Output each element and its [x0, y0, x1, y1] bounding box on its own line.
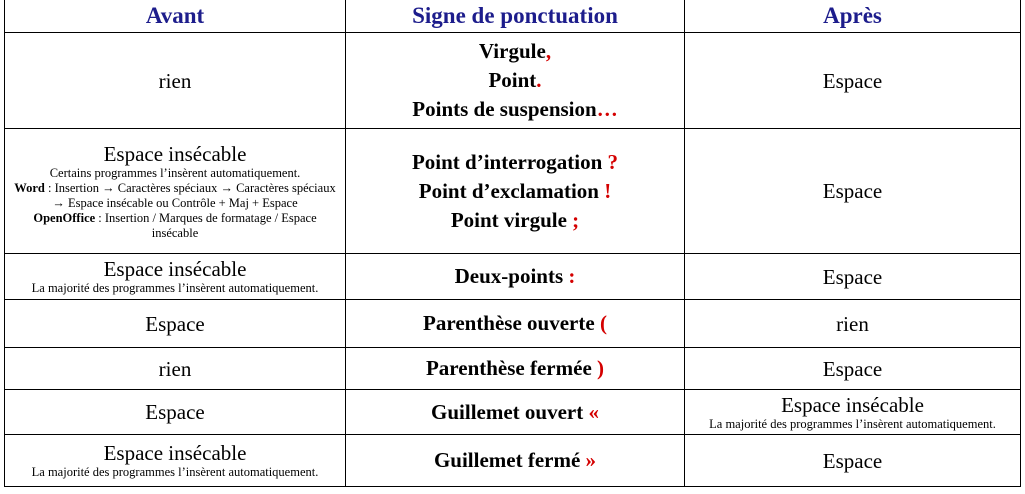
note-word-text: : Insertion → Caractères spéciaux → Caractères spéciaux → Espace insécable ou Contrôle + Maj + Espace — [44, 180, 336, 210]
cell-apres — [685, 390, 1021, 435]
apres-text: Espace insécable — [781, 392, 924, 417]
table-row — [5, 129, 1021, 254]
sign-mark: ( — [599, 311, 607, 335]
sign-line — [350, 398, 680, 427]
sign-line — [350, 66, 680, 95]
sign-label: Points de suspension — [412, 97, 597, 121]
apres-text: Espace — [822, 356, 883, 381]
sign-label: Parenthèse fermée — [425, 356, 598, 380]
sign-line — [350, 148, 680, 177]
cell-apres — [685, 435, 1021, 487]
header-signe: Signe de ponctuation — [346, 0, 685, 33]
sign-mark: » — [585, 448, 597, 472]
cell-signe — [346, 300, 685, 348]
sign-mark: : — [568, 264, 576, 288]
cell-avant — [5, 390, 346, 435]
note-text: Certains programmes l’insèrent automatiquement. — [49, 165, 301, 180]
cell-apres — [685, 348, 1021, 390]
cell-signe — [346, 348, 685, 390]
avant-text: Espace — [145, 400, 205, 424]
sign-line — [350, 309, 680, 338]
avant-text: Espace insécable — [103, 441, 247, 465]
sign-label: Point d’interrogation — [411, 149, 608, 174]
apres-text: Espace — [822, 448, 883, 473]
sign-mark: . — [536, 68, 542, 92]
sign-mark: ! — [604, 178, 612, 203]
cell-avant — [5, 300, 346, 348]
apres-text: rien — [836, 311, 869, 336]
apres-text: Espace — [822, 68, 883, 93]
cell-apres — [685, 254, 1021, 300]
cell-signe — [346, 33, 685, 129]
apres-text: Espace — [822, 179, 883, 203]
sign-label: Parenthèse ouverte — [423, 311, 600, 335]
sign-line — [350, 354, 680, 383]
sign-mark: ; — [572, 207, 580, 232]
cell-signe — [346, 254, 685, 300]
avant-text: Espace insécable — [103, 141, 247, 166]
table-row — [5, 254, 1021, 300]
table-row — [5, 33, 1021, 129]
sign-label: Point d’exclamation — [418, 178, 605, 203]
cell-avant — [5, 435, 346, 487]
sign-label: Deux-points — [454, 264, 569, 288]
sign-line — [350, 446, 680, 475]
avant-note: La majorité des programmes l’insèrent automatiquement. — [31, 465, 319, 479]
sign-label: Guillemet ouvert — [431, 399, 589, 424]
avant-text: rien — [158, 68, 192, 93]
sign-line — [350, 206, 680, 235]
cell-signe — [346, 129, 685, 254]
avant-text: Espace — [145, 311, 205, 336]
apres-text: Espace — [822, 264, 883, 289]
cell-signe — [346, 390, 685, 435]
sign-label: Point virgule — [450, 207, 573, 232]
header-avant: Avant — [5, 0, 346, 33]
sign-label: Point — [488, 68, 537, 92]
sign-mark: … — [596, 97, 618, 121]
cell-apres — [685, 300, 1021, 348]
avant-text: Espace insécable — [103, 257, 247, 281]
note-openoffice-text: : Insertion / Marques de formatage / Espace insécable — [95, 210, 317, 240]
avant-note: La majorité des programmes l’insèrent automatiquement. — [31, 281, 319, 295]
sign-label: Virgule — [478, 39, 546, 63]
table-row — [5, 300, 1021, 348]
note-openoffice-label: OpenOffice — [33, 210, 96, 225]
header-row — [5, 0, 1021, 33]
apres-note: La majorité des programmes l’insèrent automatiquement. — [709, 416, 996, 431]
cell-avant — [5, 33, 346, 129]
sign-mark: ) — [597, 356, 605, 380]
cell-apres — [685, 33, 1021, 129]
sign-line — [350, 262, 680, 291]
cell-avant — [5, 129, 346, 254]
table-row — [5, 348, 1021, 390]
header-apres: Après — [685, 0, 1021, 33]
cell-signe — [346, 435, 685, 487]
sign-line — [350, 37, 680, 66]
avant-text: rien — [158, 356, 192, 381]
cell-avant — [5, 254, 346, 300]
punctuation-spacing-table — [4, 0, 1021, 487]
table-row — [5, 390, 1021, 435]
sign-mark: , — [545, 39, 552, 63]
sign-line — [350, 95, 680, 124]
cell-avant — [5, 348, 346, 390]
note-word-label: Word — [14, 180, 45, 195]
table-row — [5, 435, 1021, 487]
sign-mark: ? — [607, 149, 619, 174]
cell-apres — [685, 129, 1021, 254]
sign-label: Guillemet fermé — [433, 448, 586, 472]
sign-mark: « — [588, 399, 599, 424]
avant-note — [9, 166, 341, 241]
sign-line — [350, 177, 680, 206]
